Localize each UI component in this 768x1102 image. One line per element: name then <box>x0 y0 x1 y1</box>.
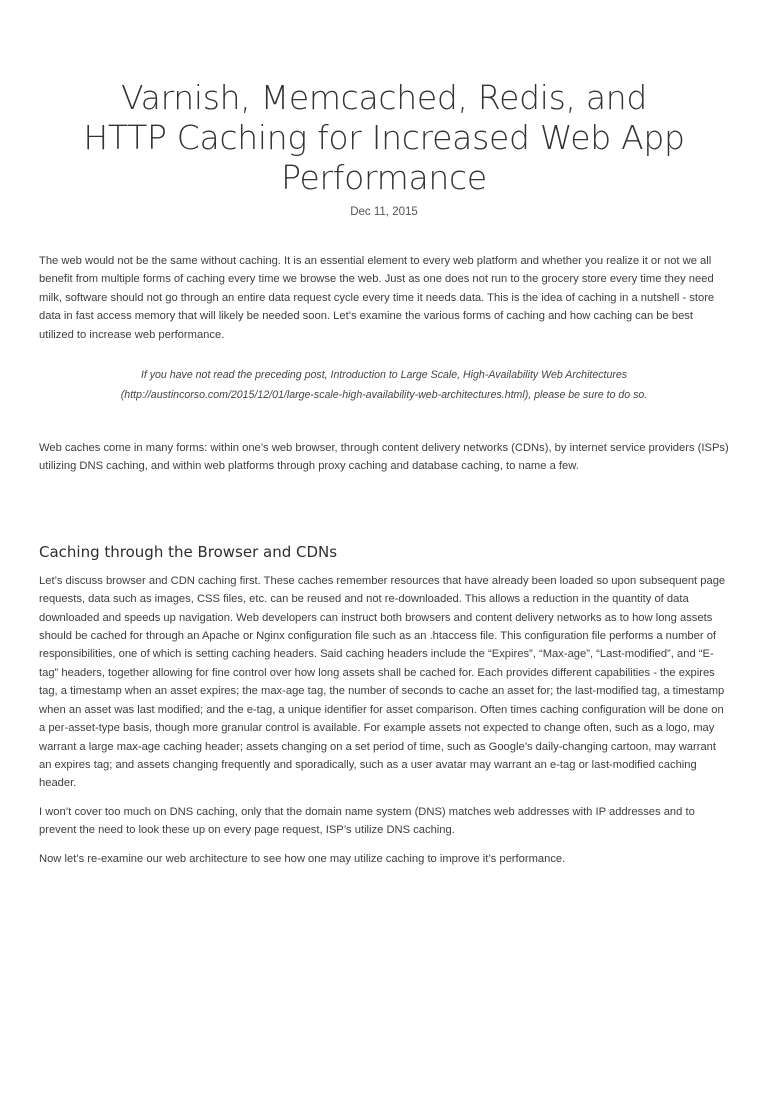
cache-forms-paragraph: Web caches come in many forms: within one’s web browser, through content delivery networks (CDNs), by internet service providers (ISPs) utilizing DNS caching, and within web platforms through proxy caching and database caching, to name a few. <box>39 442 729 473</box>
browser-cdn-paragraph: Let’s discuss browser and CDN caching first. These caches remember resources that have already been loaded so upon subsequent page requests, data such as images, CSS files, etc. can be reused and not re-downloaded. This allows a reduction in the quantity of data downloaded and speeds up navigation. Web developers can instruct both browsers and content delivery networks as to how long assets should be cached for through an Apache or Nginx configuration file such as an .htaccess file. This configuration file performs a number of responsibilities, one of which is setting caching headers. Said caching headers include the “Expires”, “Max-age”, “Last-modified”, and “E-tag” headers, together allowing for fine control over how long assets shall be cached for. Each provides different capabilities - the expires tag, a timestamp when an asset expires; the max-age tag, the number of seconds to cache an asset for; the last-modified tag, a timestamp when an asset was last modified; and the e-tag, a unique identifier for asset comparison. Often times caching configuration will be done on a per-asset-type basis, though more granular control is available. For example assets not expected to change often, such as a logo, may warrant a large max-age caching header; assets changing on a set period of time, such as Google’s daily-changing cartoon, may warrant an expires tag; and assets changing frequently and sporadically, such as a user avatar may warrant an e-tag or last-modified caching header. <box>39 574 726 790</box>
architecture-paragraph: Now let’s re-examine our web architecture to see how one may utilize caching to improve it’s performance. <box>39 852 566 865</box>
intro-paragraph: The web would not be the same without caching. It is an essential element to every web platform and whether you realize it or not we all benefit from multiple forms of caching every time we browse the web. Just as one does not run to the grocery store every time they need milk, software should not go through an entire data request cycle every time it needs data. This is the idea of caching in a nutshell - store data in fast access memory that will likely be needed soon. Let’s examine the various forms of caching and how caching can be best utilized to increase web performance. <box>39 255 715 341</box>
dns-paragraph: I won’t cover too much on DNS caching, only that the domain name system (DNS) matches web addresses with IP addresses and to prevent the need to look these up on every page request, ISP’s utilize DNS caching. <box>39 805 695 837</box>
section-heading: Caching through the Browser and CDNs <box>39 542 338 561</box>
article-title: Varnish, Memcached, Redis, and HTTP Caching for Increased Web App Performance <box>83 78 685 197</box>
article-page <box>0 78 768 1102</box>
preceding-post-note: If you have not read the preceding post, Introduction to Large Scale, High-Availability Web Architectures (http://austincorso.com/2015/12/01/large-scale-high-availability-web-architectures.html), please be sure to do so. <box>120 369 648 401</box>
publish-date: Dec 11, 2015 <box>350 206 418 218</box>
